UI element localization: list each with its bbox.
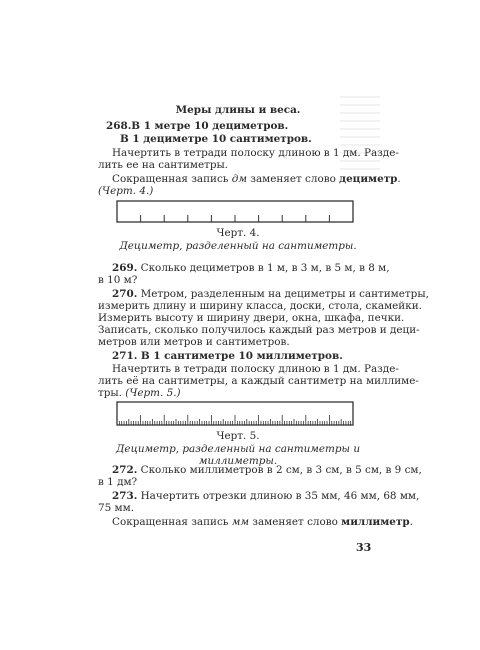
item-273-line-2: 75 мм. bbox=[98, 502, 134, 514]
item-271-title: 271. В 1 сантиметре 10 миллиметров. bbox=[112, 350, 343, 362]
item-268-text-2: лить ее на сантиметры. bbox=[98, 159, 229, 171]
ruler-figure-5 bbox=[116, 401, 354, 427]
item-268-subtitle: В 1 дециметре 10 сантиметров. bbox=[120, 133, 312, 145]
item-270-line-4: Записать, сколько получилось каждый раз метров и деци- bbox=[98, 324, 420, 336]
figure-5-caption: Дециметр, разделенный на сантиметры и миллиметры. bbox=[115, 443, 361, 467]
item-272-line-2: в 1 дм? bbox=[98, 476, 138, 488]
section-heading: Меры длины и веса. bbox=[175, 104, 301, 116]
item-271-text-3: тры. (Черт. 5.) bbox=[98, 387, 181, 399]
page-number: 33 bbox=[356, 541, 372, 554]
item-272-line-1: 272. Сколько миллиметров в 2 см, в 3 см, в 5 см, в 9 см, bbox=[112, 464, 422, 476]
figure-4-label: Черт. 4. bbox=[216, 227, 260, 239]
item-271-text-1: Начертить в тетради полоску длиною в 1 дм. Разде- bbox=[112, 363, 399, 375]
item-270-line-3: Измерить высоту и ширину двери, окна, шкафа, печки. bbox=[98, 312, 405, 324]
figure-4-caption: Дециметр, разделенный на сантиметры. bbox=[119, 240, 357, 252]
item-273-line-1: 273. Начертить отрезки длиною в 35 мм, 46 мм, 68 мм, bbox=[112, 490, 420, 502]
item-270-line-5: метров или метров и сантиметров. bbox=[98, 336, 290, 348]
item-268-figure-ref: (Черт. 4.) bbox=[98, 185, 154, 197]
ruler-figure-4 bbox=[116, 200, 354, 224]
item-268-title: 268.В 1 метре 10 дециметров. bbox=[106, 120, 289, 132]
closing-abbr-note: Сокращенная запись мм заменяет слово миллиметр. bbox=[112, 516, 413, 528]
item-270-line-2: измерить длину и ширину класса, доски, стола, скамейки. bbox=[98, 300, 422, 312]
item-268-abbr-note: Сокращенная запись дм заменяет слово дециметр. bbox=[112, 173, 401, 185]
figure-5-label: Черт. 5. bbox=[216, 430, 260, 442]
item-268-text-1: Начертить в тетради полоску длиною в 1 дм. Разде- bbox=[112, 147, 399, 159]
item-269-line-1: 269. Сколько дециметров в 1 м, в 3 м, в 5 м, в 8 м, bbox=[112, 262, 390, 274]
item-270-line-1: 270. Метром, разделенным на дециметры и сантиметры, bbox=[112, 288, 429, 300]
item-271-text-2: лить её на сантиметры, а каждый сантиметр на миллиме- bbox=[98, 375, 419, 387]
item-269-line-2: в 10 м? bbox=[98, 274, 138, 286]
